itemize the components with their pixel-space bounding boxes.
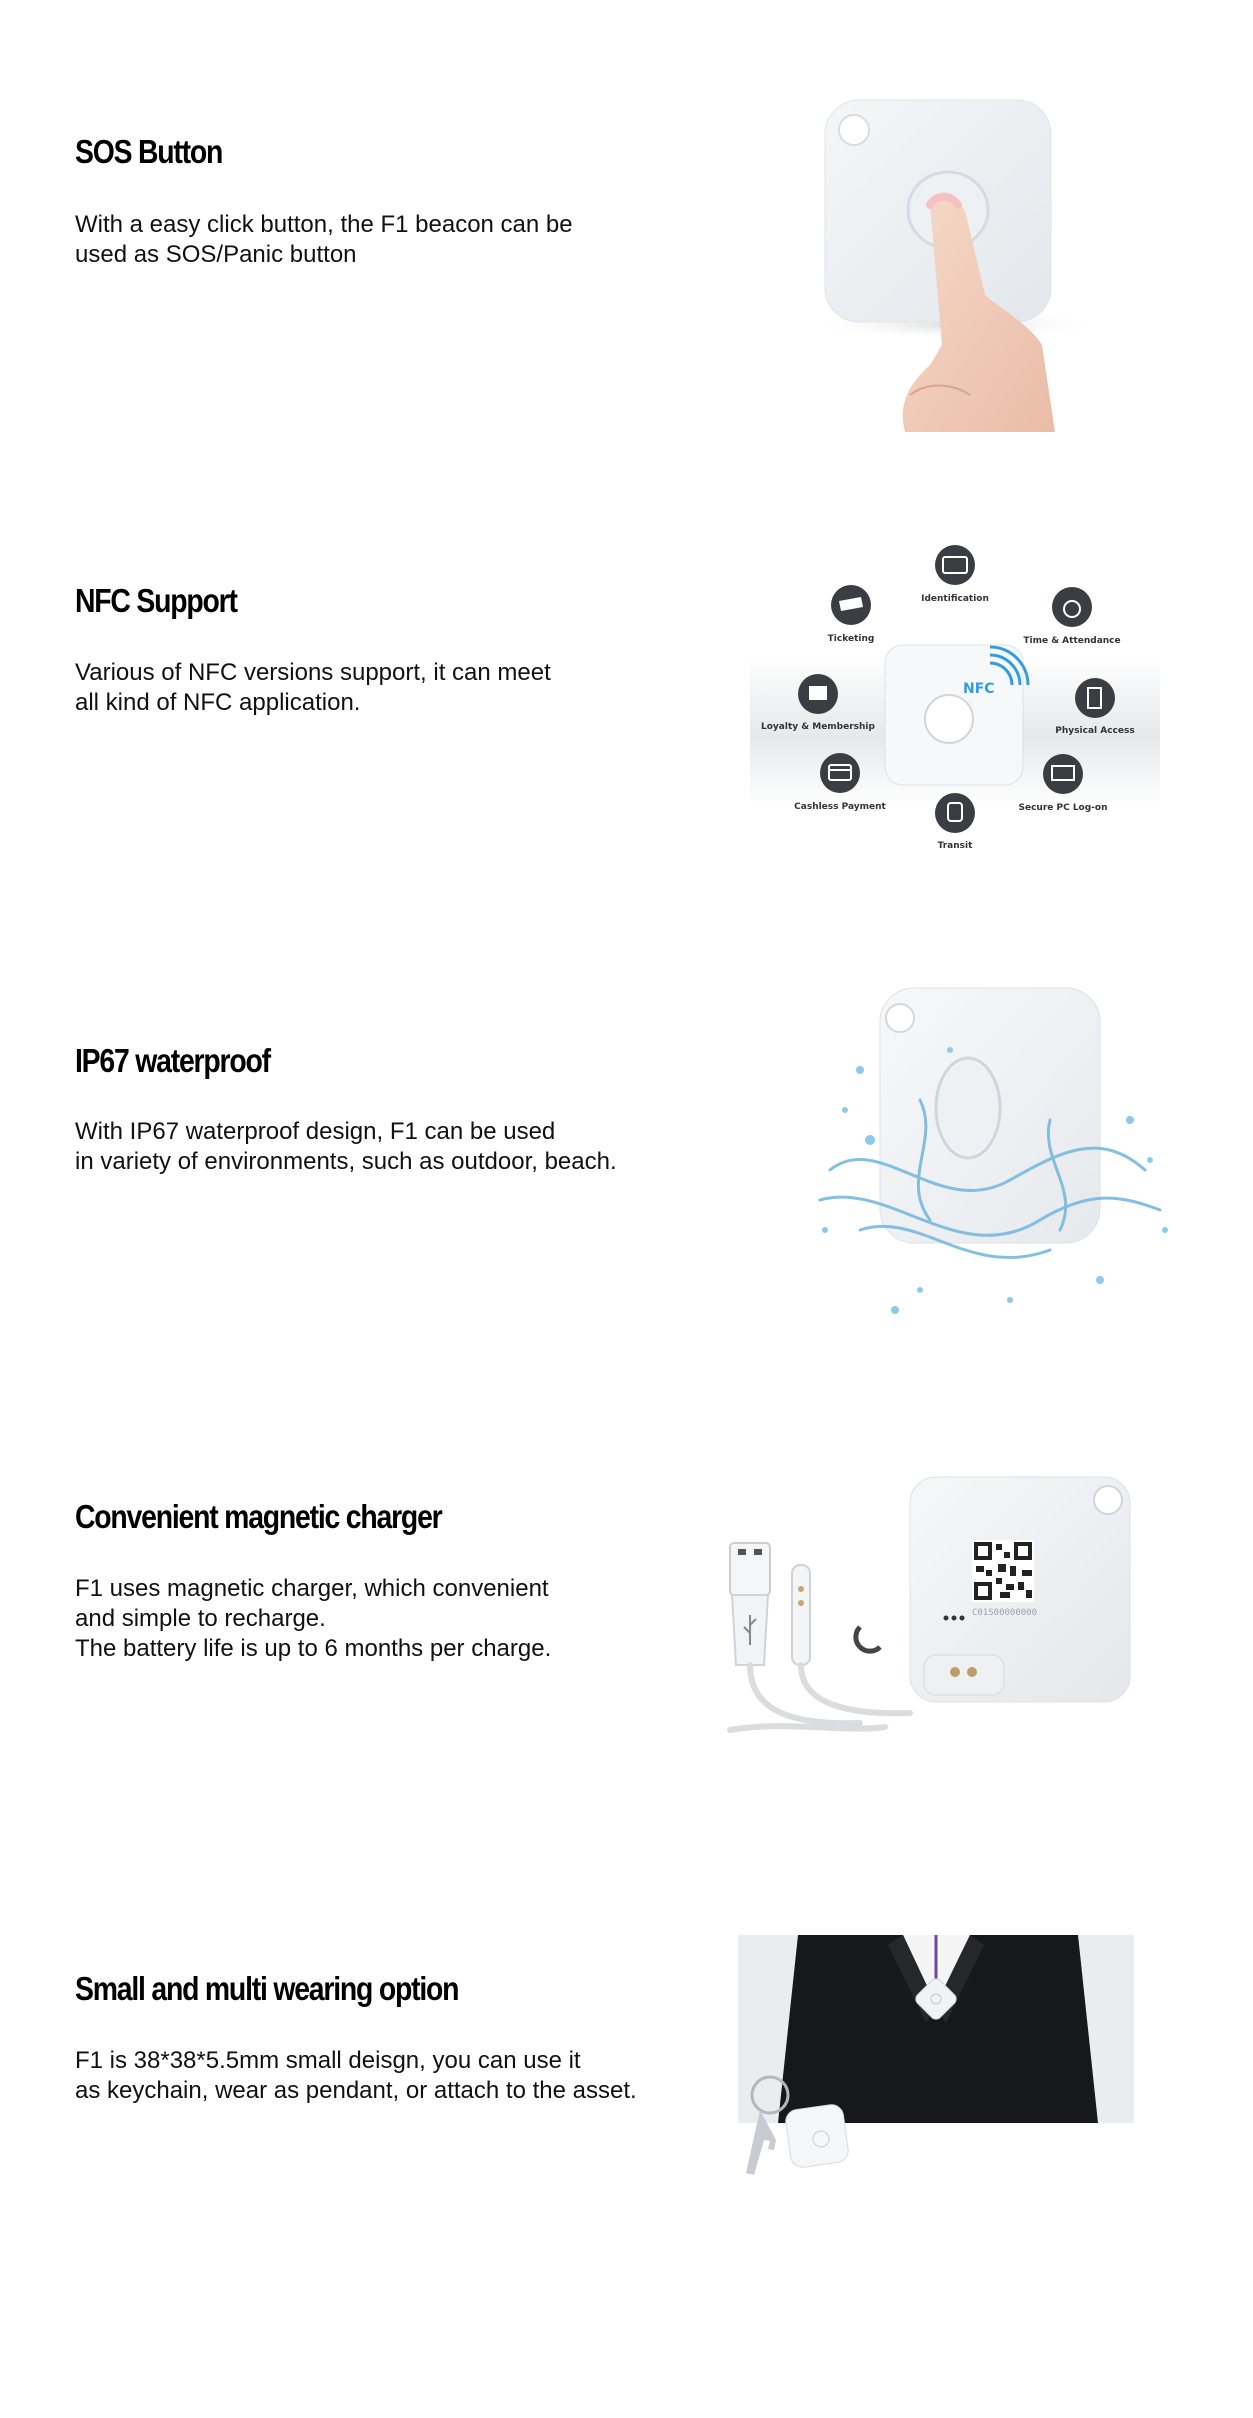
section-wearing-options: [0, 1880, 1253, 2418]
nfc-center-label: NFC: [963, 681, 995, 697]
loyalty-membership-icon: [798, 674, 838, 714]
section-title: SOS Button: [75, 133, 223, 170]
time-attendance-icon: [1052, 587, 1092, 627]
svg-text:Ticketing: Ticketing: [827, 634, 875, 644]
secure-pc-log-on-icon: [1043, 754, 1083, 794]
section-nfc-support: [0, 460, 1253, 920]
section-title: NFC Support: [75, 582, 237, 619]
section-title: Small and multi wearing option: [75, 1970, 459, 2007]
device-serial: C01S00000000: [972, 1608, 1038, 1618]
cashless-payment-icon: [820, 753, 860, 793]
wearing-options-image: [738, 1935, 1138, 2200]
svg-text:Physical Access: Physical Access: [1055, 726, 1135, 736]
svg-text:Identification: Identification: [921, 594, 989, 604]
svg-text:Transit: Transit: [937, 841, 973, 851]
section-title: Convenient magnetic charger: [75, 1498, 442, 1535]
ticketing-icon: [831, 585, 871, 625]
section-magnetic-charger: [0, 1400, 1253, 1880]
transit-icon: [935, 793, 975, 833]
physical-access-icon: [1075, 678, 1115, 718]
section-sos-button: [0, 0, 1253, 460]
svg-text:Secure PC Log-on: Secure PC Log-on: [1018, 803, 1108, 813]
section-description: F1 is 38*38*5.5mm small deisgn, you can use it as keychain, wear as pendant, or attach to the asset.: [75, 2047, 637, 2104]
waterproof-device-image: [800, 980, 1180, 1325]
section-description: With IP67 waterproof design, F1 can be used in variety of environments, such as outdoor, beach.: [75, 1118, 617, 1175]
identification-icon: [935, 545, 975, 585]
section-ip67-waterproof: [0, 920, 1253, 1400]
qr-code: [972, 1540, 1034, 1602]
svg-text:Cashless Payment: Cashless Payment: [794, 802, 886, 812]
section-description: Various of NFC versions support, it can meet all kind of NFC application.: [75, 659, 551, 716]
magnetic-charger-image: [710, 1475, 1150, 1737]
section-description: F1 uses magnetic charger, which convenient and simple to recharge. The battery life is up to 6 months per charge.: [75, 1575, 552, 1662]
section-title: IP67 waterproof: [75, 1042, 270, 1079]
svg-text:Time & Attendance: Time & Attendance: [1023, 636, 1121, 646]
section-description: With a easy click button, the F1 beacon can be used as SOS/Panic button: [75, 211, 573, 268]
nfc-applications-diagram: [750, 545, 1160, 865]
magnet-icon: [856, 1627, 880, 1651]
svg-text:Loyalty & Membership: Loyalty & Membership: [761, 722, 875, 732]
sos-button-image: [780, 95, 1120, 440]
